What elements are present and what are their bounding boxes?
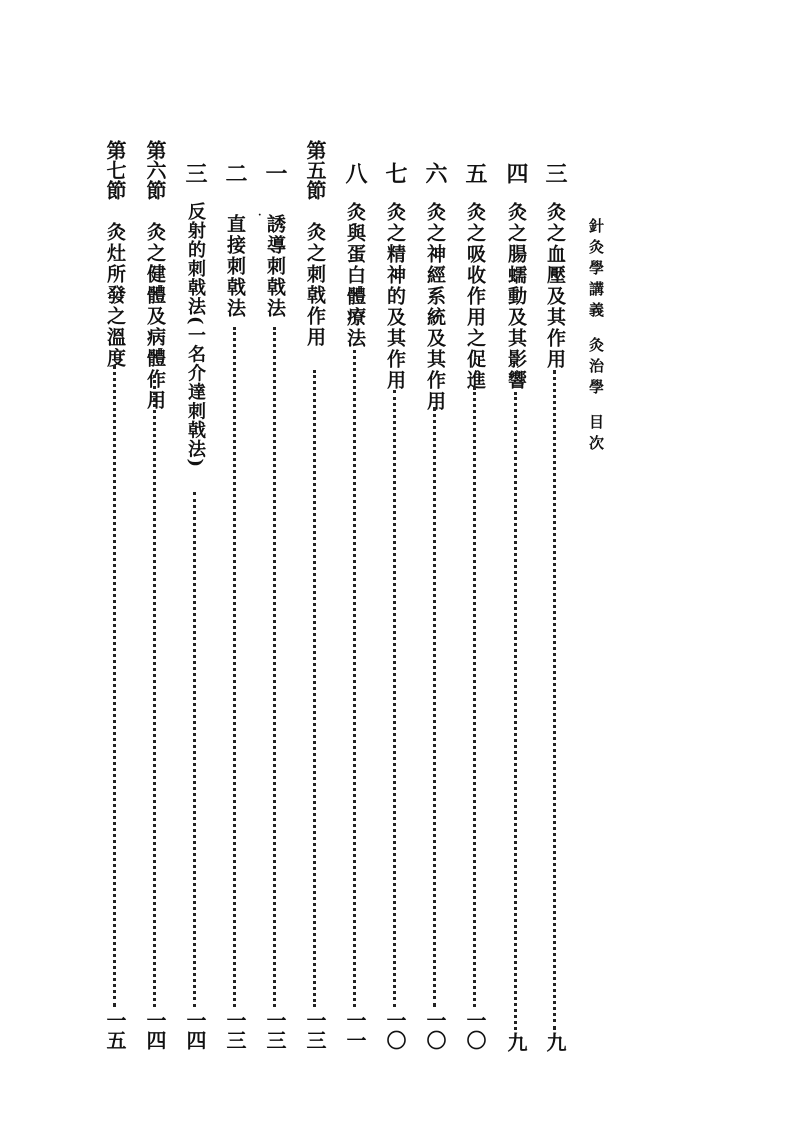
toc-entry [501,162,531,1052]
toc-entry [540,162,570,1052]
dot-leader [153,375,156,1007]
entry-title: 灸之腸蠕動及其影響 [505,202,527,391]
running-header [585,218,607,456]
toc-entry [420,162,450,1050]
section-title: 目次 [587,414,605,456]
dot-leader [273,327,276,1007]
dot-leader [393,390,396,1007]
entry-number: 三 [182,162,208,184]
entry-number: 五 [462,162,488,184]
entry-page-number: 一一 [343,1010,367,1050]
entry-title: 灸之精神的及其作用 [384,202,406,391]
section-number: 第六節 [143,140,167,200]
toc-entry [340,162,370,1050]
section-number: 第七節 [103,140,127,200]
entry-number: 一 [262,162,288,184]
entry-page-number: 九 [543,1032,567,1052]
toc-section-entry [100,140,130,1050]
toc-section-entry [300,140,330,1050]
entry-number: 六 [422,162,448,184]
entry-page-number: 一四 [143,1010,167,1050]
entry-title: 灸之刺戟作用 [304,222,326,348]
section-number: 第五節 [303,140,327,200]
dot-leader [193,492,196,1007]
dot-leader [514,392,517,1030]
toc-entry [180,162,210,1050]
dot-leader [233,327,236,1007]
toc-entry [260,162,290,1050]
entry-page-number: 一五 [103,1010,127,1050]
book-title: 針灸學講義 [587,218,605,323]
entry-title: 灸之神經系統及其作用 [424,202,446,412]
entry-page-number: 一〇 [423,1010,447,1050]
toc-section-entry [140,140,170,1050]
toc-entry [220,162,250,1050]
dot-leader [433,407,436,1007]
entry-page-number: 一〇 [463,1010,487,1050]
entry-title: 誘導刺戟法 [264,214,286,319]
entry-title: 反射的刺戟法(一名介達刺戟法) [185,202,206,469]
entry-page-number: 一四 [183,1010,207,1050]
entry-page-number: 一三 [263,1010,287,1050]
entry-number: 八 [342,162,368,184]
toc-entry [460,162,490,1050]
entry-page-number: 一三 [223,1010,247,1050]
entry-number: 三 [542,162,568,184]
entry-title: 灸灶所發之溫度 [104,222,126,369]
ink-mark: · [258,210,262,221]
dot-leader [353,350,356,1007]
dot-leader [113,365,116,1007]
entry-title: 灸之血壓及其作用 [544,202,566,370]
entry-title: 直接刺戟法 [224,214,246,319]
volume-title: 灸治學 [587,337,605,400]
dot-leader [473,387,476,1007]
entry-page-number: 一三 [303,1010,327,1050]
entry-title: 灸與蛋白體療法 [344,202,366,349]
entry-page-number: 九 [504,1032,528,1052]
toc-entry [380,162,410,1050]
entry-number: 二 [222,162,248,184]
entry-title: 灸之健體及病體作用 [144,222,166,411]
entry-title: 灸之吸收作用之促進 [464,202,486,391]
dot-leader [553,370,556,1030]
entry-page-number: 一〇 [383,1010,407,1050]
dot-leader [313,370,316,1007]
entry-number: 四 [503,162,529,184]
entry-number: 七 [382,162,408,184]
